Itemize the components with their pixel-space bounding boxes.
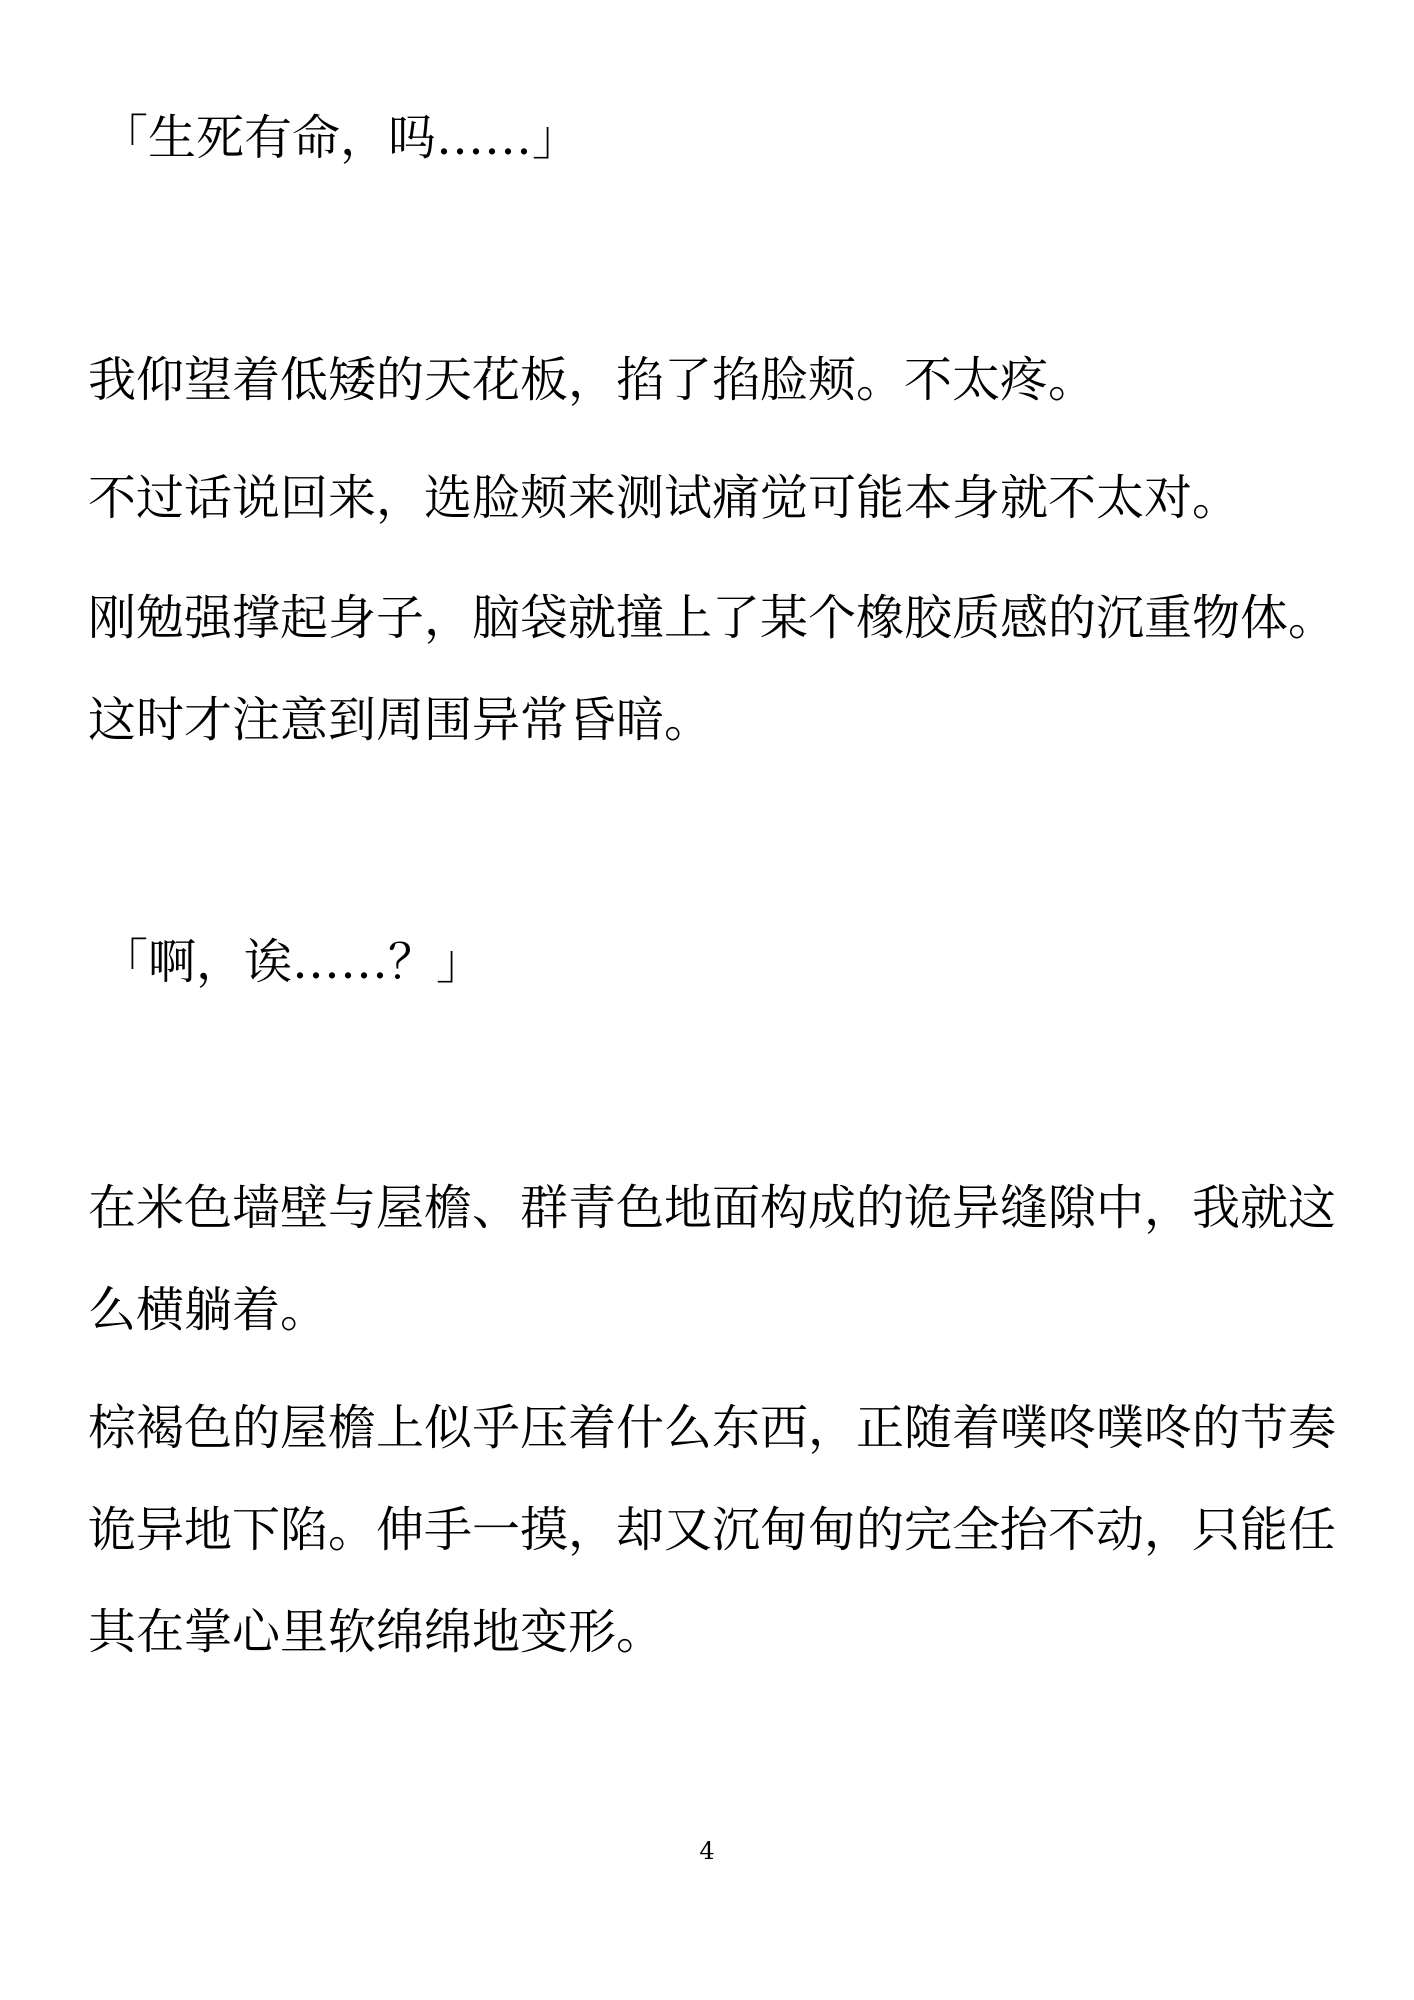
text-line: 诡异地下陷。伸手一摸，却又沉甸甸的完全抬不动，只能任 [88, 1502, 1337, 1558]
page-number: 4 [699, 1837, 715, 1865]
text-line: 刚勉强撑起身子，脑袋就撞上了某个橡胶质感的沉重物体。 [88, 590, 1337, 646]
text-line: 这时才注意到周围异常昏暗。 [88, 692, 713, 748]
dialogue-line: 「啊，诶……？」 [100, 934, 485, 990]
text-line: 我仰望着低矮的天花板，掐了掐脸颊。不太疼。 [88, 352, 1097, 408]
text-line: 么横躺着。 [88, 1282, 329, 1338]
text-line: 其在掌心里软绵绵地变形。 [88, 1604, 665, 1660]
dialogue-line: 「生死有命，吗……」 [100, 110, 581, 166]
text-line: 在米色墙壁与屋檐、群青色地面构成的诡异缝隙中，我就这 [88, 1180, 1337, 1236]
text-line: 棕褐色的屋檐上似乎压着什么东西，正随着噗咚噗咚的节奏 [88, 1400, 1337, 1456]
text-line: 不过话说回来，选脸颊来测试痛觉可能本身就不太对。 [88, 470, 1241, 526]
